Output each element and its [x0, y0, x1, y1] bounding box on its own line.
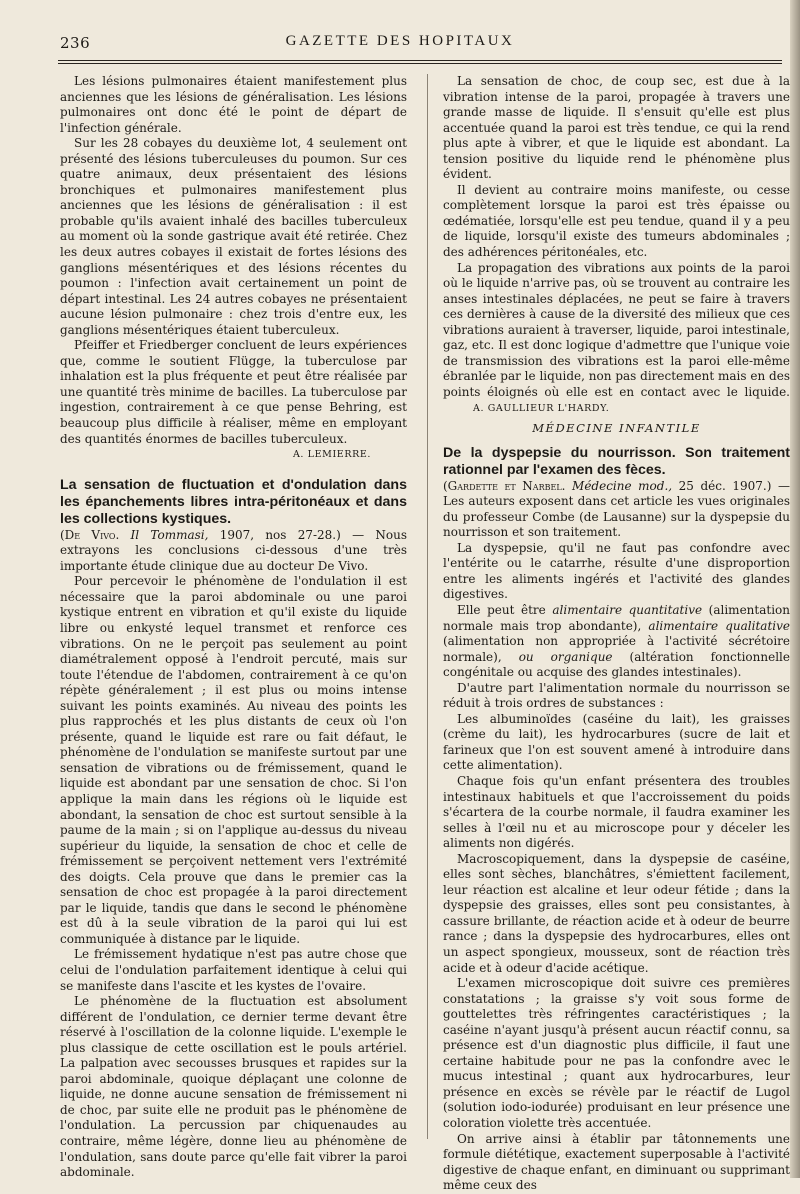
article-lead	[60, 528, 407, 575]
paragraph: Pfeiffer et Friedberger concluent de leurs expériences que, comme le soutient Flügge, la tuberculose par inhalation est la plus fréquente et peut être réalisée par une quantité très minime de bacilles. La tuberculose par ingestion, contrairement à ce que pense Behring, est beaucoup plus difficile à réaliser, même en employant des quantités énormes de bacilles tuberculeux.	[60, 338, 407, 446]
page-header	[0, 30, 800, 56]
paragraph: Les lésions pulmonaires étaient manifestement plus anciennes que les lésions de généralisation. Les lésions pulmonaires ont donc été le point de départ de l'infection générale.	[60, 74, 407, 135]
paragraph	[443, 603, 790, 681]
header-rule	[58, 60, 782, 61]
paragraph: Il devient au contraire moins manifeste, ou cesse complètement lorsque la paroi est très épaisse ou œdématiée, lorsqu'elle est peu tendue, quand il y a peu de liquide, lorsqu'il existe des tumeurs abdominales ; des adhérences péritonéales, etc.	[443, 182, 790, 260]
section-heading: MÉDECINE INFANTILE	[532, 421, 701, 436]
author-signature: A. LEMIERRE.	[292, 449, 371, 461]
article-lead	[443, 479, 790, 541]
author-signature: A. GAULLIEUR L'HARDY.	[473, 403, 610, 415]
column-divider	[427, 74, 428, 1139]
paragraph	[443, 261, 790, 417]
header-rule-double	[58, 63, 782, 64]
article-title: De la dyspepsie du nourrisson. Son traitement rationnel par l'examen des fèces.	[443, 444, 790, 478]
citation-author: (De Vivo.	[60, 527, 120, 542]
text-run: Elle peut être	[457, 602, 546, 617]
journal-title: GAZETTE DES HOPITAUX	[285, 33, 515, 49]
paragraph: Pour percevoir le phénomène de l'ondulation il est nécessaire que la paroi abdominale ou une paroi kystique entrent en vibration et qu'il existe du liquide libre ou enkysté lequel transmet et renforce ces vibrations. On ne le perçoit pas seulement au point diamétralement opposé à l'endroit percuté, mais sur toute l'étendue de l'abdomen, contrairement à ce qu'on répète généralement ; il est plus ou moins intense suivant les points examinés. Au niveau des points les plus rapprochés et les plus distants de ceux où l'on présente, quand le liquide est rare ou fait défaut, le phénomène de l'ondulation se manifeste surtout par une sensation de vibrations ou de frémissement, quand le liquide est abondant par une sensation de choc. Si l'on applique la main dans les régions où le liquide est abondant, la sensation de choc est surtout sensible à la paume de la main ; si on l'applique au-dessus du niveau supérieur du liquide, la sensation de choc et celle de frémissement se perçoivent nettement vers l'extrémité des doigts. Cela prouve que dans le premier cas la sensation de choc est propagée à la paroi directement par le liquide, tandis que dans le second le phénomène est dû à la seule vibration de la paroi qui lui est communiquée à distance par le liquide.	[60, 574, 407, 946]
italic-term: ou organique	[518, 649, 613, 664]
paragraph: Sur les 28 cobayes du deuxième lot, 4 seulement ont présenté des lésions tuberculeuses du poumon. Sur ces quatre animaux, deux présentaient des lésions bronchiques et pulmonaires manifestement plus anciennes que les lésions de généralisation : il est probable qu'ils avaient inhalé des bacilles tuberculeux au moment où la sonde gastrique avait été retirée. Chez les deux autres cobayes il existait de fortes lésions des ganglions mésentériques et des lésions récentes du poumon : l'infection avait certainement un point de départ intestinal. Les 24 autres cobayes ne présentaient aucune lésion pulmonaire : chez trois d'entre eux, les ganglions mésentériques étaient tuberculeux.	[60, 136, 407, 337]
paragraph: Le frémissement hydatique n'est pas autre chose que celui de l'ondulation parfaitement identique à celui qui se manifeste dans l'ascite et les kystes de l'ovaire.	[60, 947, 407, 993]
paragraph: D'autre part l'alimentation normale du nourrisson se réduit à trois ordres de substances :	[443, 680, 790, 711]
text-run: (alimentation non appropriée à l'activité sécrétoire normale),	[443, 634, 790, 664]
page-number: 236	[60, 34, 91, 52]
lead-text: Les auteurs exposent dans cet article les vues originales du professeur Combe (de Lausanne) sur la dyspepsie du nourrisson et son traitement.	[443, 494, 790, 540]
text-run: (altération fonctionnelle congénitale ou acquise des glandes intestinales).	[443, 649, 790, 680]
left-column	[60, 74, 407, 1181]
italic-term: alimentaire qualitative	[648, 618, 790, 633]
paragraph: La dyspepsie, qu'il ne faut pas confondre avec l'entérite ou le catarrhe, résulte d'une disproportion entre les aliments ingérés et l'activité des glandes digestives.	[443, 540, 790, 602]
paragraph: L'examen microscopique doit suivre ces premières constatations ; la graisse s'y voit sous forme de gouttelettes très réfringentes caractéristiques ; la caséine n'ayant jusqu'à présent aucun réactif connu, sa présence est d'un diagnostic plus difficile, il faut une certaine habitude pour ne pas la confondre avec le mucus intestinal ; quant aux hydrocarbures, leur présence en excès se révèle par le réactif de Lugol (solution iodo-iodurée) produisant en leur présence une coloration violette très accentuée.	[443, 976, 790, 1130]
lead-text: Nous extrayons les conclusions ci-dessous d'une très importante étude clinique due au docteur De Vivo.	[60, 527, 407, 573]
text-run: (alimentation normale mais trop abondante),	[443, 602, 790, 633]
citation-author: (Gardette et Narbel.	[443, 478, 566, 493]
citation-details: 1907, nos 27-28.) —	[219, 527, 365, 542]
italic-term: alimentaire quantitative	[552, 602, 703, 617]
citation-journal: Médecine mod.,	[572, 478, 673, 493]
paragraph: Le phénomène de la fluctuation est absolument différent de l'ondulation, ce dernier terme devant être réservé à l'oscillation de la colonne liquide. L'exemple le plus classique de cette oscillation est le pouls artériel. La palpation avec secousses brusques et rapides sur la paroi abdominale, quoique déplaçant une colonne de liquide, ne donne aucune sensation de frémissement ni de choc, par suite elle ne produit pas le phénomène de l'ondulation. La percussion par chiquenaudes au contraire, même légère, donne lieu au phénomène de l'ondulation, sans doute parce qu'elle fait vibrer la paroi abdominale.	[60, 994, 407, 1180]
paragraph: Chaque fois qu'un enfant présentera des troubles intestinaux habituels et que l'accroissement du poids s'écartera de la courbe normale, il faudra examiner les selles à l'œil nu et au microscope pour y déceler les aliments non digérés.	[443, 773, 790, 851]
paragraph: Les albuminoïdes (caséine du lait), les graisses (crème du lait), les hydrocarbures (sucre de lait et farineux que l'on est souvent amené à introduire dans cette alimentation).	[443, 711, 790, 773]
paragraph-text: La propagation des vibrations aux points de la paroi où le liquide n'arrive pas, où se trouvent au contraire les anses intestinales déplacées, ne peut se faire à travers ces dernières à cause de la diversité des milieux que ces vibrations auraient à traverser, liquide, paroi intestinale, gaz, etc. Il est donc logique d'admettre que l'unique voie de transmission des vibrations est la paroi elle-même ébranlée par le liquide, non pas directement mais en des points éloignés où elle est en contact avec le liquide.	[443, 260, 790, 399]
paragraph: La sensation de choc, de coup sec, est due à la vibration intense de la paroi, propagée à travers une grande masse de liquide. Il s'ensuit qu'elle est plus accentuée quand la paroi est très tendue, ce qui la rend plus apte à vibrer, et que le liquide est abondant. La tension positive du liquide rend le phénomène plus évident.	[443, 74, 790, 182]
citation-details: 25 déc. 1907.) —	[678, 478, 790, 493]
page-edge	[790, 0, 800, 1178]
paragraph: Macroscopiquement, dans la dyspepsie de caséine, elles sont sèches, blanchâtres, s'émiettent facilement, leur réaction est alcaline et leur odeur fétide ; dans la dyspepsie des graisses, elles sont peu consistantes, à cassure brillante, de réaction acide et à odeur de beurre rance ; dans la dyspepsie des hydrocarbures, elles ont un aspect spongieux, mousseux, sont de réaction très acide et à odeur d'acide acétique.	[443, 851, 790, 975]
article-title: La sensation de fluctuation et d'ondulation dans les épanchements libres intra-péritonéaux et dans les collections kystiques.	[60, 476, 407, 527]
paragraph: On arrive ainsi à établir par tâtonnements une formule diététique, exactement superposable à l'activité digestive de chaque enfant, en diminuant ou supprimant même ceux des	[443, 1131, 790, 1193]
citation-journal: Il Tommasi,	[130, 527, 209, 542]
right-column	[443, 74, 790, 1194]
